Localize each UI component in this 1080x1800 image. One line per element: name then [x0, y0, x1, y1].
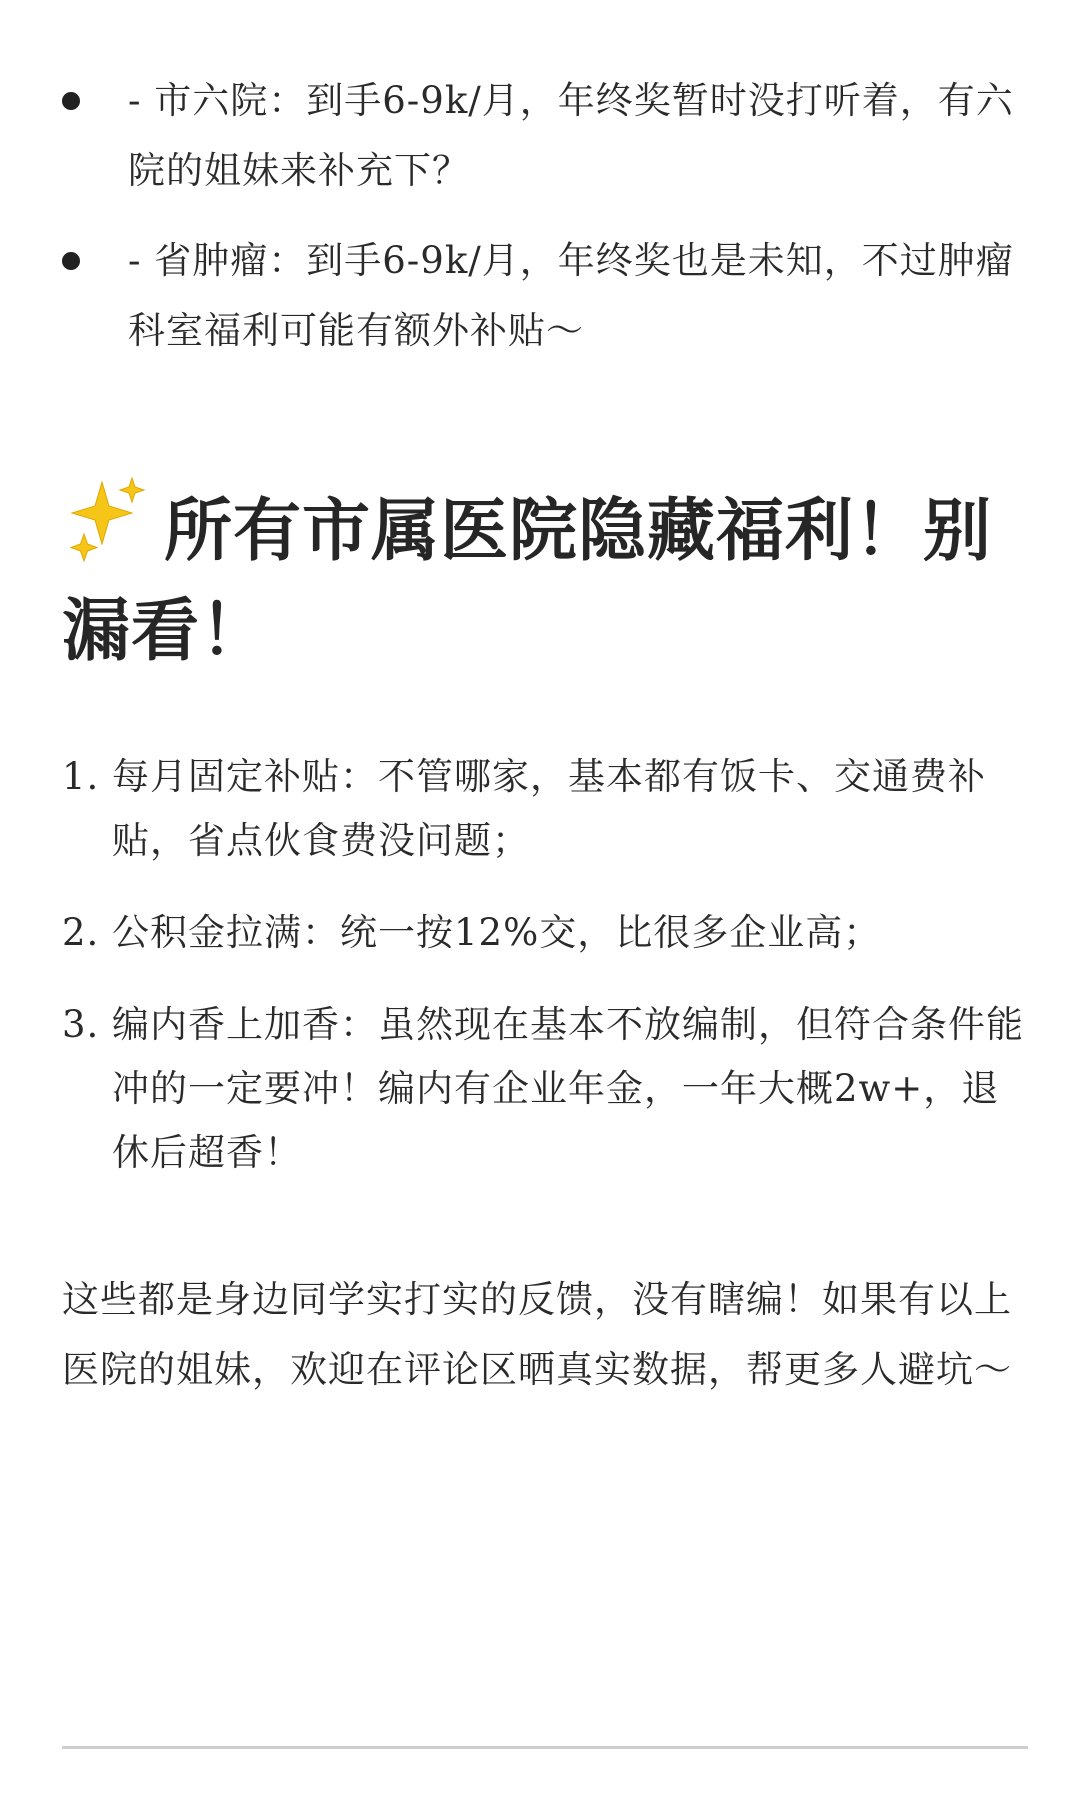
list-item-text: 编内香上加香：虽然现在基本不放编制，但符合条件能冲的一定要冲！编内有企业年金，一年大概2w+，退休后超香！	[112, 1003, 1024, 1174]
hospital-salary-list	[62, 66, 1028, 386]
list-item	[62, 745, 1028, 873]
list-item	[62, 901, 1028, 965]
section-heading-text: 所有市属医院隐藏福利！别漏看！	[62, 491, 993, 671]
list-number: 1.	[62, 755, 100, 798]
benefits-list	[62, 745, 1028, 1213]
closing-paragraph: 这些都是身边同学实打实的反馈，没有瞎编！如果有以上医院的姐妹，欢迎在评论区晒真实数据，帮更多人避坑～	[62, 1278, 1012, 1391]
bullet-dot	[62, 92, 80, 110]
list-item-text: 公积金拉满：统一按12%交，比很多企业高；	[112, 911, 882, 954]
list-item	[62, 66, 1028, 206]
section-heading	[62, 476, 1028, 681]
list-number: 3.	[62, 1003, 100, 1046]
bullet-dot	[62, 252, 80, 270]
list-item-text: - 省肿瘤：到手6-9k/月，年终奖也是未知，不过肿瘤科室福利可能有额外补贴～	[128, 239, 1014, 352]
list-item-text: 每月固定补贴：不管哪家，基本都有饭卡、交通费补贴，省点伙食费没问题；	[112, 755, 986, 862]
list-item-text: - 市六院：到手6-9k/月，年终奖暂时没打听着，有六院的姐妹来补充下？	[128, 79, 1014, 192]
sparkles-icon	[62, 476, 148, 562]
list-number: 2.	[62, 911, 100, 954]
list-item	[62, 993, 1028, 1185]
list-item	[62, 226, 1028, 366]
divider	[62, 1746, 1028, 1749]
